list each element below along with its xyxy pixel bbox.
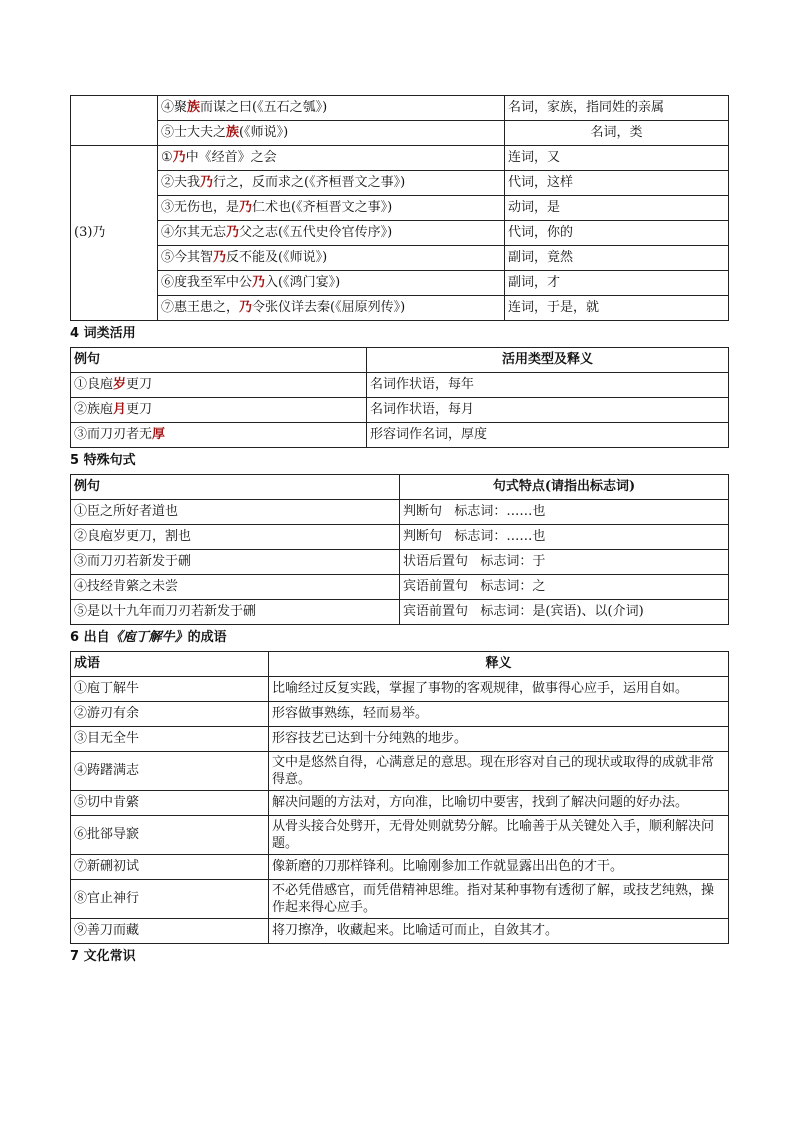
example-cell: ①良庖岁更刀 — [71, 373, 367, 398]
meaning-cell: 将刀擦净，收藏起来。比喻适可而止，自敛其才。 — [269, 919, 729, 944]
example-cell: ②良庖岁更刀，割也 — [71, 525, 400, 550]
vocab-table — [70, 95, 729, 321]
sentence-pattern-table — [70, 474, 729, 625]
column-header: 例句 — [71, 348, 367, 373]
meaning-cell: 形容词作名词，厚度 — [367, 423, 729, 448]
idiom-cell: ①庖丁解牛 — [71, 677, 269, 702]
meaning-cell: 名词作状语，每月 — [367, 398, 729, 423]
table-row — [71, 500, 729, 525]
part-of-speech-table — [70, 347, 729, 448]
meaning-cell: 副词，竟然 — [505, 246, 729, 271]
highlight-char: 族 — [226, 125, 240, 140]
example-cell: ⑤士大夫之族(《师说》) — [158, 121, 505, 146]
table-row — [71, 221, 729, 246]
table-row — [71, 702, 729, 727]
table-row — [71, 575, 729, 600]
example-cell: ⑦惠王患之，乃令张仪详去秦(《屈原列传》) — [158, 296, 505, 321]
meaning-cell: 副词，才 — [505, 271, 729, 296]
meaning-cell: 名词，家族，指同姓的亲属 — [505, 96, 729, 121]
idiom-cell: ②游刃有余 — [71, 702, 269, 727]
vocab-label-cell: (3)乃 — [71, 146, 158, 321]
idiom-cell: ⑦新硎初试 — [71, 855, 269, 880]
table-row — [71, 919, 729, 944]
meaning-cell: 代词，这样 — [505, 171, 729, 196]
example-cell: ④技经肯綮之未尝 — [71, 575, 400, 600]
table-row — [71, 791, 729, 816]
column-header: 句式特点(请指出标志词) — [400, 475, 729, 500]
table-row — [71, 677, 729, 702]
meaning-cell: 像新磨的刀那样锋利。比喻刚参加工作就显露出出色的才干。 — [269, 855, 729, 880]
idiom-cell: ③目无全牛 — [71, 727, 269, 752]
example-cell: ⑥度我至军中公乃入(《鸿门宴》) — [158, 271, 505, 296]
idiom-cell: ⑨善刀而藏 — [71, 919, 269, 944]
column-header: 例句 — [71, 475, 400, 500]
section-heading: 4 词类活用 — [70, 326, 136, 341]
table-header-row — [71, 475, 729, 500]
meaning-cell: 形容做事熟练，轻而易举。 — [269, 702, 729, 727]
table-row — [71, 246, 729, 271]
example-cell: ③而刀刃若新发于硎 — [71, 550, 400, 575]
vocab-label-cell — [71, 96, 158, 146]
highlight-char: 岁 — [113, 377, 127, 392]
highlight-char: 族 — [187, 100, 201, 115]
table-row — [71, 525, 729, 550]
meaning-cell: 动词，是 — [505, 196, 729, 221]
example-cell: ②夫我乃行之，反而求之(《齐桓晋文之事》) — [158, 171, 505, 196]
example-cell: ⑤是以十九年而刀刃若新发于硎 — [71, 600, 400, 625]
meaning-cell: 状语后置句 标志词：于 — [400, 550, 729, 575]
meaning-cell: 名词，类 — [505, 121, 729, 146]
table-row — [71, 855, 729, 880]
table-row — [71, 296, 729, 321]
table-row — [71, 121, 729, 146]
highlight-char: 乃 — [252, 275, 266, 290]
highlight-char: 乃 — [226, 225, 240, 240]
meaning-cell: 宾语前置句 标志词：之 — [400, 575, 729, 600]
meaning-cell: 判断句 标志词：……也 — [400, 500, 729, 525]
meaning-cell: 文中是悠然自得，心满意足的意思。现在形容对自己的现状或取得的成就非常得意。 — [269, 752, 729, 791]
column-header: 释义 — [269, 652, 729, 677]
section-heading: 6 出自《庖丁解牛》的成语 — [70, 630, 227, 645]
meaning-cell: 形容技艺已达到十分纯熟的地步。 — [269, 727, 729, 752]
example-cell: ④聚族而谋之曰(《五石之瓠》) — [158, 96, 505, 121]
meaning-cell: 宾语前置句 标志词：是(宾语)、以(介词) — [400, 600, 729, 625]
example-cell: ③而刀刃者无厚 — [71, 423, 367, 448]
table-row — [71, 196, 729, 221]
highlight-char: 月 — [113, 402, 127, 417]
example-cell: ④尔其无忘乃父之志(《五代史伶官传序》) — [158, 221, 505, 246]
column-header: 成语 — [71, 652, 269, 677]
meaning-cell: 比喻经过反复实践，掌握了事物的客观规律，做事得心应手，运用自如。 — [269, 677, 729, 702]
highlight-char: 乃 — [172, 150, 186, 165]
section-heading: 7 文化常识 — [70, 949, 136, 964]
table-header-row — [71, 652, 729, 677]
meaning-cell: 解决问题的方法对，方向准，比喻切中要害，找到了解决问题的好办法。 — [269, 791, 729, 816]
highlight-char: 乃 — [213, 250, 227, 265]
idiom-cell: ④踌躇满志 — [71, 752, 269, 791]
table-row — [71, 600, 729, 625]
table-row — [71, 373, 729, 398]
highlight-char: 乃 — [239, 300, 253, 315]
example-cell: ③无伤也，是乃仁术也(《齐桓晋文之事》) — [158, 196, 505, 221]
meaning-cell: 名词作状语，每年 — [367, 373, 729, 398]
highlight-char: 厚 — [152, 427, 166, 442]
table-row — [71, 550, 729, 575]
highlight-char: 乃 — [200, 175, 214, 190]
meaning-cell: 连词，又 — [505, 146, 729, 171]
table-row — [71, 171, 729, 196]
idiom-table — [70, 651, 729, 944]
table-row — [71, 752, 729, 791]
meaning-cell: 判断句 标志词：……也 — [400, 525, 729, 550]
example-cell: ①乃中《经首》之会 — [158, 146, 505, 171]
meaning-cell: 代词，你的 — [505, 221, 729, 246]
table-row — [71, 816, 729, 855]
table-row — [71, 96, 729, 121]
table-row — [71, 880, 729, 919]
meaning-cell: 连词，于是，就 — [505, 296, 729, 321]
idiom-cell: ⑧官止神行 — [71, 880, 269, 919]
example-cell: ②族庖月更刀 — [71, 398, 367, 423]
table-row — [71, 423, 729, 448]
table-row — [71, 727, 729, 752]
table-row — [71, 271, 729, 296]
idiom-cell: ⑥批郤导窾 — [71, 816, 269, 855]
document-page — [70, 95, 728, 970]
highlight-char: 乃 — [239, 200, 253, 215]
table-row — [71, 146, 729, 171]
meaning-cell: 从骨头接合处劈开，无骨处则就势分解。比喻善于从关键处入手，顺利解决问题。 — [269, 816, 729, 855]
example-cell: ⑤今其智乃反不能及(《师说》) — [158, 246, 505, 271]
idiom-cell: ⑤切中肯綮 — [71, 791, 269, 816]
example-cell: ①臣之所好者道也 — [71, 500, 400, 525]
column-header: 活用类型及释义 — [367, 348, 729, 373]
table-header-row — [71, 348, 729, 373]
meaning-cell: 不必凭借感官，而凭借精神思维。指对某种事物有透彻了解，或技艺纯熟，操作起来得心应手。 — [269, 880, 729, 919]
section-heading: 5 特殊句式 — [70, 453, 136, 468]
table-row — [71, 398, 729, 423]
